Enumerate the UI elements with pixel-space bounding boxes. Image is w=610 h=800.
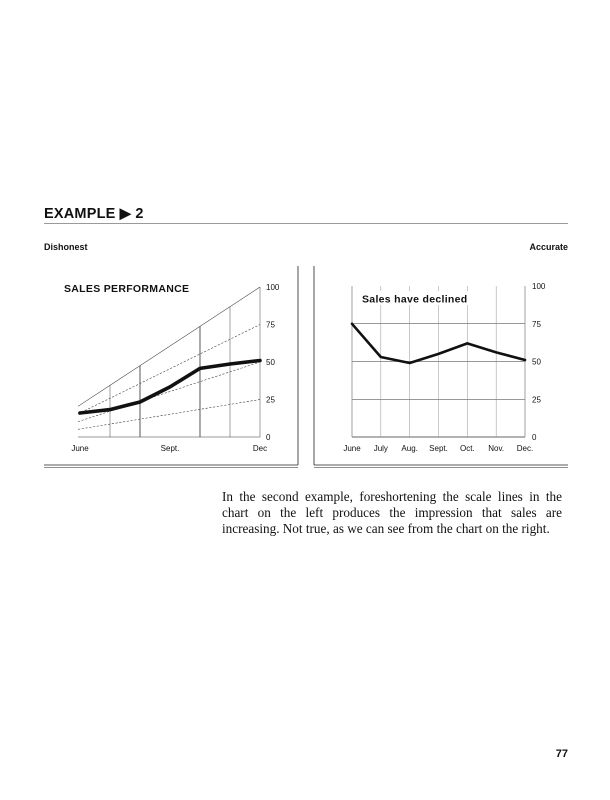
y-tick-label: 75 — [266, 320, 275, 330]
play-arrow-icon: ▶ — [119, 206, 132, 222]
y-tick-label: 100 — [266, 283, 280, 292]
example-number: 2 — [135, 206, 144, 222]
y-tick-label: 75 — [532, 319, 541, 329]
x-tick-label: Aug. — [401, 444, 418, 453]
x-tick-label: Sept. — [160, 444, 180, 453]
data-point — [466, 342, 468, 344]
caption-text: In the second example, foreshortening the scale lines in the chart on the left produces the impression that sales are increasing. Not true, as we can see from the chart on the right. — [222, 489, 562, 536]
example-label: EXAMPLE — [44, 206, 116, 222]
data-point — [524, 359, 526, 361]
y-tick-label: 0 — [532, 433, 537, 442]
data-point — [495, 351, 497, 353]
x-tick-label: June — [71, 444, 89, 453]
x-tick-label: Oct. — [459, 444, 475, 453]
data-point — [380, 356, 382, 358]
x-tick-label: Nov. — [488, 444, 505, 453]
y-tick-label: 50 — [266, 358, 275, 367]
chart-title: Sales have declined — [362, 293, 468, 306]
y-tick-label: 100 — [532, 282, 546, 291]
x-tick-label: Dec — [252, 444, 268, 453]
y-tick-label: 50 — [532, 357, 541, 367]
x-tick-label: Sept. — [429, 444, 448, 453]
dishonest-label: Dishonest — [44, 242, 88, 252]
y-tick-label: 0 — [266, 433, 271, 442]
data-point — [438, 353, 440, 355]
page-number: 77 — [555, 748, 568, 760]
accurate-label: Accurate — [529, 242, 568, 252]
x-tick-label: June — [343, 444, 361, 453]
y-tick-label: 25 — [266, 395, 275, 405]
chart-title: SALES PERFORMANCE — [64, 283, 190, 295]
y-tick-label: 25 — [532, 395, 541, 405]
x-tick-label: July — [373, 444, 388, 453]
x-tick-label: Dec. — [516, 444, 534, 453]
data-point — [351, 323, 353, 325]
data-point — [409, 362, 411, 364]
